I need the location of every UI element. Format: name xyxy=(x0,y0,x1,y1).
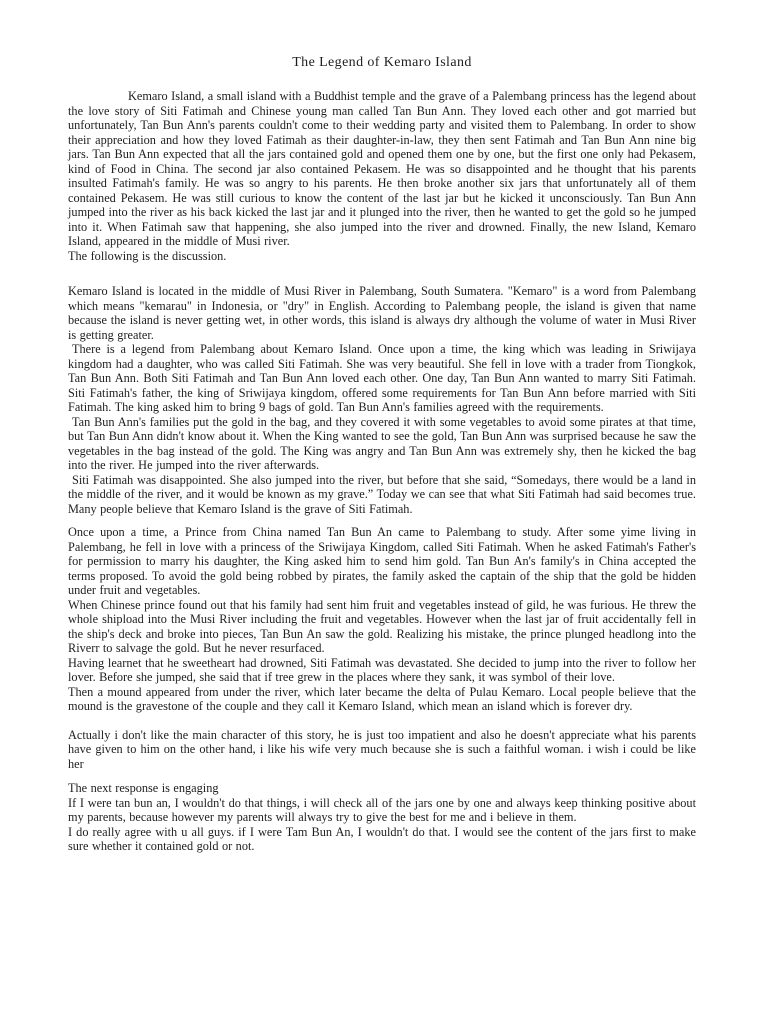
response-paragraph-2: I do really agree with u all guys. if I were Tam Bun An, I wouldn't do that. I would see the content of the jars first to make sure whether it contained gold or not. xyxy=(68,824,696,853)
opinion-section xyxy=(68,728,696,772)
document-content xyxy=(68,54,696,854)
opinion-paragraph: Actually i don't like the main character of this story, he is just too impatient and also he doesn't appreciate what his parents have given to him on the other hand, i like his wife very much because she is such a faithful woman. i wish i could be like her xyxy=(68,727,696,771)
intro-section xyxy=(68,89,696,263)
intro-paragraph: Kemaro Island, a small island with a Buddhist temple and the grave of a Palembang princess has the legend about the love story of Siti Fatimah and Chinese young man called Tan Bun Ann. They loved each other and got married but unfortunately, Tan Bun Ann's parents couldn't come to their wedding party and visited them to Palembang. In order to show their appreciation and how they loved Fatimah as their daughter-in-law, they then sent Fatimah and Tan Bun Ann nine big jars. Tan Bun Ann expected that all the jars contained gold and opened them one by one, but the first one only had Pekasem, kind of Food in China. The second jar also contained Pekasem. He was so disappointed and he thought that his parents insulted Fatimah's family. He was so angry to his parents. He then broke another six jars that unfortunately all of them contained Pekasem. He was still curious to know the content of the last jar but he kicked it unconsciously. Tan Bun Ann jumped into the river as his back kicked the last jar and it plunged into the river, then he wanted to get the gold so he jumped into it. When Fatimah saw that happening, she also jumped into the river and drowned. Finally, the new Island, Kemaro Island, appeared in the middle of Musi river. xyxy=(68,89,696,248)
discussion-two-paragraph-4: Then a mound appeared from under the river, which later became the delta of Pulau Kemaro. Local people believe that the mound is the gravestone of the couple and they call it Kemaro Island, which mean an island which is forever dry. xyxy=(68,684,696,713)
discussion-one-paragraph-3: Tan Bun Ann's families put the gold in the bag, and they covered it with some vegetables to avoid some pirates at that time, but Tan Bun Ann didn't know about it. When the King wanted to see the gold, Tan Bun Ann was surprised because he saw the vegetables in the bag instead of the gold. The King was angry and Tan Bun Ann was extremely shy, then he kicked the bag into the river. He jumped into the river afterwards. xyxy=(68,414,696,472)
discussion-one-paragraph-1: Kemaro Island is located in the middle of Musi River in Palembang, South Sumatera. "Kemaro" is a word from Palembang which means "kemarau" in Indonesia, or "dry" in English. According to Palembang people, the island is given that name because the island is never getting wet, in other words, this island is always dry although the volume of water in Musi River is getting greater. xyxy=(68,284,696,342)
discussion-two-paragraph-3: Having learnet that he sweetheart had drowned, Siti Fatimah was devastated. She decided to jump into the river to follow her lover. Before she jumped, she said that if tree grew in the places where they sank, it was symbol of their love. xyxy=(68,655,696,684)
discussion-one-paragraph-2: There is a legend from Palembang about Kemaro Island. Once upon a time, the king which was leading in Sriwijaya kingdom had a daughter, who was called Siti Fatimah. She was very beautiful. She fell in love with a trader from Tiongkok, Tan Bun Ann. Both Siti Fatimah and Tan Bun Ann loved each other. One day, Tan Bun Ann wanted to marry Siti Fatimah. Siti Fatimah's father, the king of Sriwijaya kingdom, offered some requirements for Tan Bun Ann before married with Siti Fatimah. The king asked him to bring 9 bags of gold. Tan Bun Ann's families agreed with the requirements. xyxy=(68,342,696,414)
discussion-two-section xyxy=(68,525,696,714)
discussion-one-section xyxy=(68,284,696,516)
intro-closing-line: The following is the discussion. xyxy=(68,248,227,263)
responses-section xyxy=(68,781,696,854)
document-title: The Legend of Kemaro Island xyxy=(292,55,472,70)
responses-heading-line: The next response is engaging xyxy=(68,781,219,795)
response-paragraph-1: If I were tan bun an, I wouldn't do that things, i will check all of the jars one by one and always keep thinking positive about my parents, because however my parents will always try to give the best for me and i believe in them. xyxy=(68,795,696,824)
discussion-one-paragraph-4: Siti Fatimah was disappointed. She also jumped into the river, but before that she said, “Somedays, there would be a land in the middle of the river, and it would be known as my grave.” Today we can see that what Siti Fatimah had said becomes true. Many people believe that Kemaro Island is the grave of Siti Fatimah. xyxy=(68,472,696,516)
discussion-two-paragraph-1: Once upon a time, a Prince from China named Tan Bun An came to Palembang to study. After some yime living in Palembang, he fell in love with a princess of the Sriwijaya Kingdom, called Siti Fatimah. When he asked Fatimah's Father's for permission to marry his daughter, the King asked him to send him gold. Tan Bun An's family's in China accepted the terms proposed. To avoid the gold being robbed by pirates, the family asked the captain of the ship that the gold be hidden under fruit and vegetables. xyxy=(68,525,696,597)
discussion-two-paragraph-2: When Chinese prince found out that his family had sent him fruit and vegetables instead of gild, he was furious. He threw the whole shipload into the Musi River including the fruit and vegetables. However when the last jar of fruit accidentally fell in the ship's deck and broke into pieces, Tan Bun An saw the gold. Realizing his mistake, the prince plunged headlong into the Riverr to salvage the gold. But he never resurfaced. xyxy=(68,597,696,655)
